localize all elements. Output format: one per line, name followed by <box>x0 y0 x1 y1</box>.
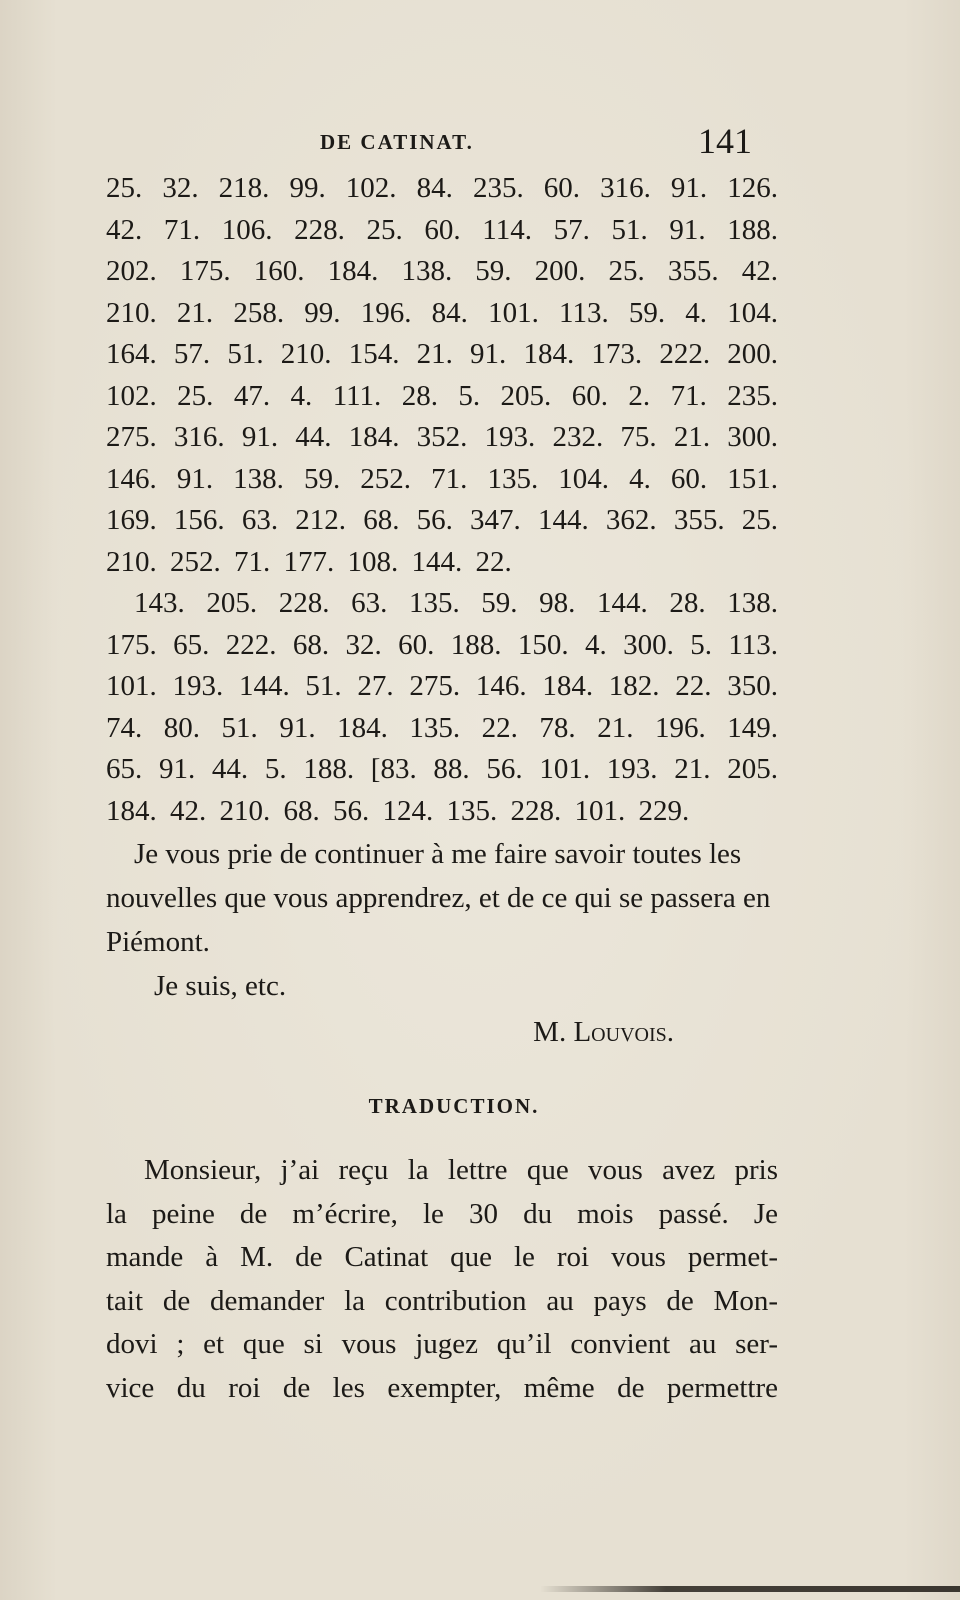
letter-closing-block <box>106 832 778 1066</box>
cipher-block <box>106 168 778 832</box>
cipher-line: 143. 205. 228. 63. 135. 59. 98. 144. 28. 138. <box>134 587 778 619</box>
cipher-line: 169. 156. 63. 212. 68. 56. 347. 144. 362. 355. 25. <box>106 504 778 536</box>
cipher-line: 202. 175. 160. 184. 138. 59. 200. 25. 355. 42. <box>106 255 778 287</box>
section-title: TRADUCTION. <box>368 1094 540 1118</box>
page-header <box>0 121 960 166</box>
translation-line: dovi ; et que si vous jugez qu’il convient au ser- <box>106 1328 778 1360</box>
closing-formula: Je suis, etc. <box>154 970 287 1002</box>
cipher-line: 102. 25. 47. 4. 111. 28. 5. 205. 60. 2. 71. 235. <box>106 379 778 412</box>
cipher-line: 42. 71. 106. 228. 25. 60. 114. 57. 51. 91. 188. <box>106 213 778 246</box>
translation-line: la peine de m’écrire, le 30 du mois passé. Je <box>106 1197 778 1230</box>
cipher-line: 25. 32. 218. 99. 102. 84. 235. 60. 316. 91. 126. <box>106 172 778 204</box>
translation-line: vice du roi de les exempter, même de permettre <box>106 1371 778 1404</box>
letter-paragraph: Je vous prie de continuer à me faire savoir toutes les nouvelles que vous apprendrez, et de ce qui se passera en Piémont. <box>106 838 771 958</box>
cipher-line: 164. 57. 51. 210. 154. 21. 91. 184. 173. 222. 200. <box>106 338 778 370</box>
running-head: DE CATINAT. <box>320 130 474 154</box>
cipher-line: 74. 80. 51. 91. 184. 135. 22. 78. 21. 196. 149. <box>106 711 778 744</box>
page-edge-shadow <box>540 1586 960 1592</box>
signature-initial: M. <box>533 1016 567 1048</box>
cipher-line: 101. 193. 144. 51. 27. 275. 146. 184. 182. 22. 350. <box>106 670 778 702</box>
cipher-line: 210. 252. 71. 177. 108. 144. 22. <box>106 545 512 578</box>
signature-name: Louvois. <box>573 1016 674 1048</box>
cipher-line: 210. 21. 258. 99. 196. 84. 101. 113. 59. 4. 104. <box>106 296 778 329</box>
cipher-line: 146. 91. 138. 59. 252. 71. 135. 104. 4. 60. 151. <box>106 462 778 495</box>
page-body <box>106 168 778 1410</box>
cipher-line: 175. 65. 222. 68. 32. 60. 188. 150. 4. 300. 5. 113. <box>106 628 778 661</box>
translation-block <box>106 1149 778 1410</box>
cipher-line: 65. 91. 44. 5. 188. [83. 88. 56. 101. 193. 21. 205. <box>106 753 778 785</box>
cipher-line: 184. 42. 210. 68. 56. 124. 135. 228. 101. 229. <box>106 794 690 827</box>
translation-line: tait de demander la contribution au pays de Mon- <box>106 1284 778 1317</box>
signature <box>106 1010 778 1066</box>
translation-line: mande à M. de Catinat que le roi vous permet- <box>106 1241 778 1273</box>
page-number: 141 <box>698 121 752 161</box>
cipher-line: 275. 316. 91. 44. 184. 352. 193. 232. 75. 21. 300. <box>106 421 778 453</box>
translation-line: Monsieur, j’ai reçu la lettre que vous avez pris <box>144 1154 778 1186</box>
